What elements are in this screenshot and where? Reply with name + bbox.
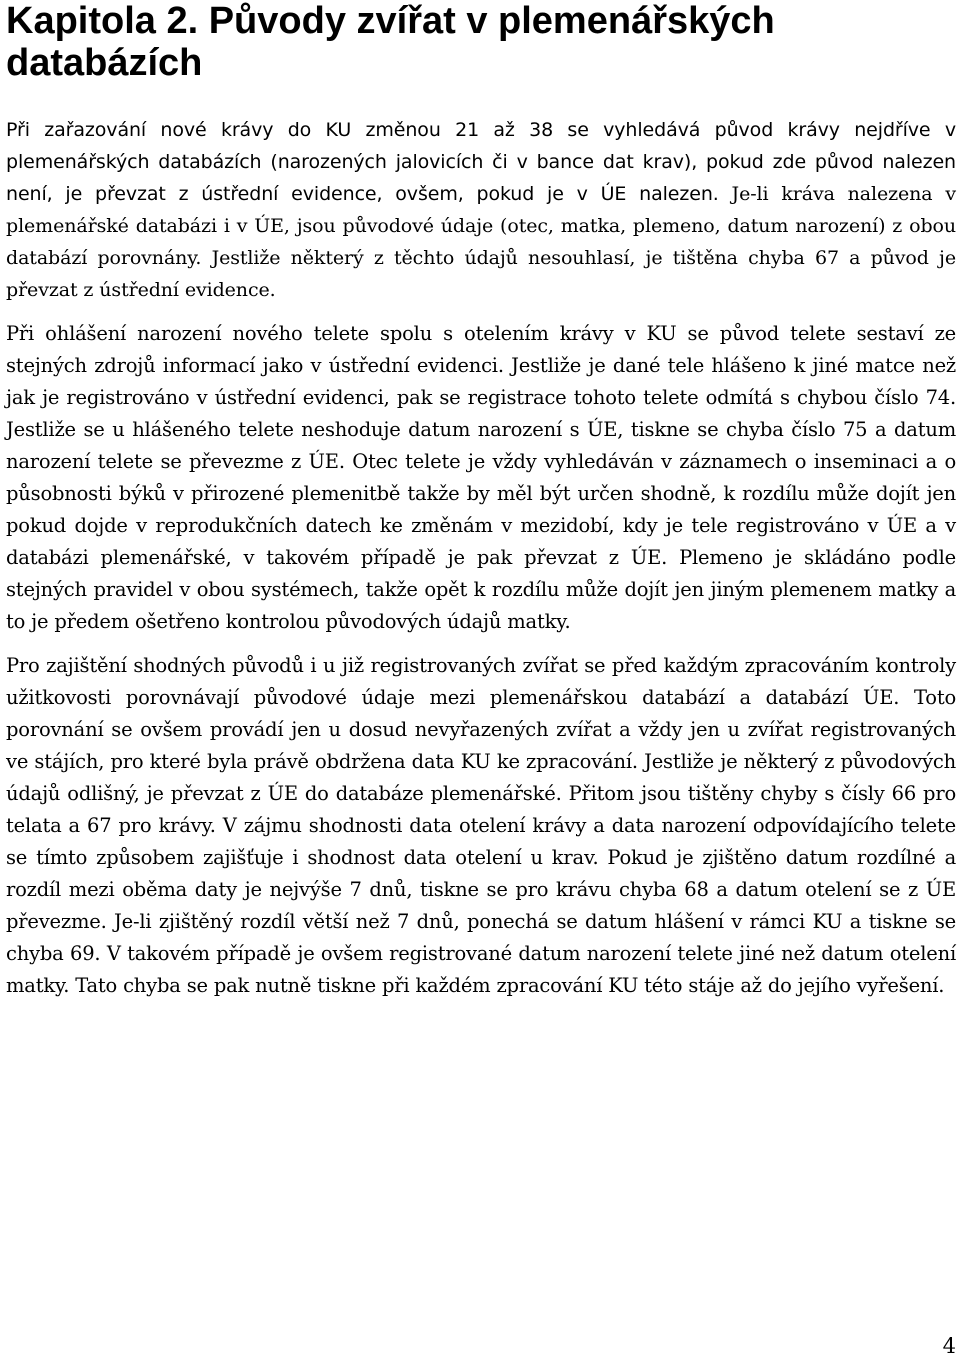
chapter-title: Kapitola 2. Původy zvířat v plemenářských databázích bbox=[6, 0, 775, 84]
paragraph-3: Pro zajištění shodných původů i u již registrovaných zvířat se před každým zpracováním kontroly užitkovosti porovnávají původové údaje mezi plemenářskou databází a databází ÚE. Toto porovnání se ovšem provádí jen u dosud nevyřazených zvířat a vždy jen u zvířat registrovaných ve stájích, pro které byla právě obdržena data KU ke zpracování. Jestliže je některý z původových údajů odlišný, je převzat z ÚE do databáze plemenářské. Přitom jsou tištěny chyby s čísly 66 pro telata a 67 pro krávy. V zájmu shodnosti data otelení krávy a data narození odpovídajícího telete se tímto způsobem zajišťuje i shodnost data otelení u krav. Pokud je zjištěno datum rozdílné a rozdíl mezi oběma daty je nejvýše 7 dnů, tiskne se pro krávu chyba 68 a datum otelení se z ÚE převezme. Je-li zjištěný rozdíl větší než 7 dnů, ponechá se datum hlášení v rámci KU a tiskne se chyba 69. V takovém případě je ovšem registrované datum narození telete jiné než datum otelení matky. Tato chyba se pak nutně tiskne při každém zpracování KU této stáje až do jejího vyřešení. bbox=[6, 653, 956, 998]
paragraph-1 bbox=[6, 114, 956, 307]
paragraph-1-sans-part: Při zařazování nové krávy do KU změnou 21 až 38 se vyhledává původ krávy nejdříve v plemenářských databázích (narozených jalovicích či v bance dat krav), pokud zde původ nalezen není, je převzat z ústřední evidence, ovšem, pokud je v ÚE nalezen. bbox=[6, 119, 956, 206]
page-number: 4 bbox=[942, 1334, 956, 1358]
document-page bbox=[6, 0, 956, 1003]
paragraph-1-serif-part: Je-li kráva nalezena v plemenářské databázi i v ÚE, jsou původové údaje (otec, matka, plemeno, datum narození) z obou databází porovnány. Jestliže některý z těchto údajů nesouhlasí, je tištěna chyba 67 a původ je převzat z ústřední evidence. bbox=[6, 183, 956, 302]
paragraph-2: Při ohlášení narození nového telete spolu s otelením krávy v KU se původ telete sestaví ze stejných zdrojů informací jako v ústřední evidenci. Jestliže je dané tele hlášeno k jiné matce než jak je registrováno v ústřední evidenci, pak se registrace tohoto telete odmítá s chybou číslo 74. Jestliže se u hlášeného telete neshoduje datum narození s ÚE, tiskne se chyba číslo 75 a datum narození telete se převezme z ÚE. Otec telete je vždy vyhledáván v záznamech o inseminaci a o působnosti býků v přirozené plemenitbě takže by měl být určen shodně, k rozdílu může dojít jen pokud dojde v reprodukčních datech ke změnám v mezidobí, kdy je tele registrováno v ÚE a v databázi plemenářské, v takovém případě je pak převzat z ÚE. Plemeno je skládáno podle stejných pravidel v obou systémech, takže opět k rozdílu může dojít jen jiným plemenem matky a to je předem ošetřeno kontrolou původových údajů matky. bbox=[6, 321, 956, 634]
